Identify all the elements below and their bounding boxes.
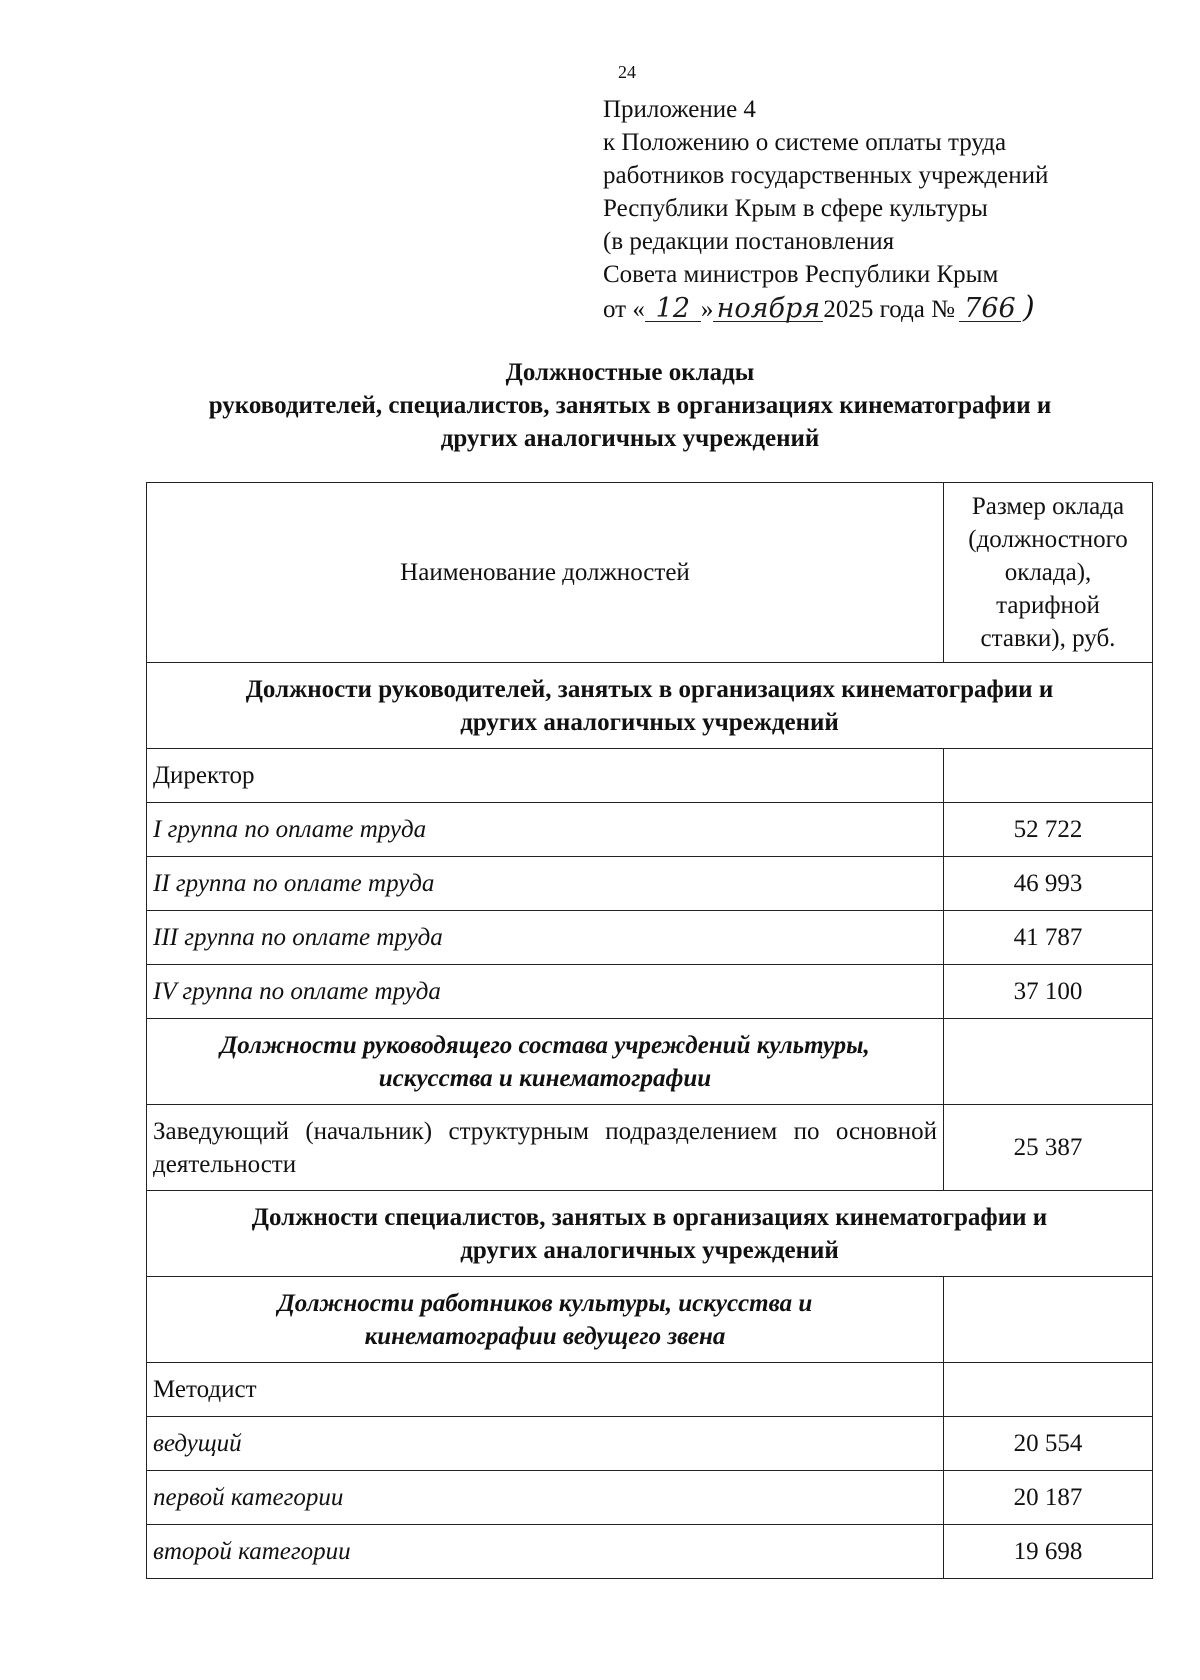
date-mid: » <box>700 296 714 323</box>
salary-value <box>944 1277 1153 1363</box>
title-line: Должностные оклады <box>505 359 755 386</box>
appendix-line: Республики Крым в сфере культуры <box>603 195 988 222</box>
salary-value: 52 722 <box>944 803 1153 857</box>
table-row <box>147 1105 1153 1191</box>
subsection-heading <box>147 1019 944 1105</box>
section-heading <box>147 663 1153 749</box>
position-name: IV группа по оплате труда <box>147 965 944 1019</box>
header-salary-line: (должностного <box>968 526 1128 553</box>
section-heading-line: других аналогичных учреждений <box>460 1236 839 1264</box>
salary-table <box>146 482 1153 1579</box>
table-row <box>147 1363 1153 1417</box>
section-heading-line: Должности руководителей, занятых в организациях кинематографии и <box>245 675 1054 703</box>
table-section-row <box>147 1191 1153 1277</box>
handwritten-doc-number: 766 <box>959 297 1021 322</box>
appendix-line: к Положению о системе оплаты труда <box>603 129 1007 156</box>
page-number: 24 <box>618 62 636 82</box>
header-salary-line: ставки), руб. <box>980 625 1116 652</box>
table-section-row <box>147 663 1153 749</box>
salary-value <box>944 749 1153 803</box>
salary-value: 19 698 <box>944 1525 1153 1579</box>
date-prefix: от « <box>603 296 645 323</box>
appendix-line: Совета министров Республики Крым <box>603 261 999 288</box>
table-row <box>147 911 1153 965</box>
subsection-heading-line: искусства и кинематографии <box>378 1064 712 1092</box>
title-line: других аналогичных учреждений <box>440 425 820 452</box>
table-header-row <box>147 483 1153 663</box>
table-row <box>147 1525 1153 1579</box>
position-name: Методист <box>147 1363 944 1417</box>
position-name: ведущий <box>147 1417 944 1471</box>
close-paren: ) <box>1022 290 1035 325</box>
header-salary-cell <box>944 483 1153 663</box>
table-row <box>147 1471 1153 1525</box>
position-name: первой категории <box>147 1471 944 1525</box>
document-title <box>145 356 1115 455</box>
table-row <box>147 749 1153 803</box>
table-row <box>147 1417 1153 1471</box>
position-name: III группа по оплате труда <box>147 911 944 965</box>
salary-value: 20 187 <box>944 1471 1153 1525</box>
title-line: руководителей, специалистов, занятых в организациях кинематографии и <box>208 392 1052 419</box>
appendix-line: Приложение 4 <box>603 96 756 123</box>
header-salary-line: оклада), <box>1004 559 1092 586</box>
table-row <box>147 803 1153 857</box>
appendix-block <box>603 93 1048 326</box>
position-name: I группа по оплате труда <box>147 803 944 857</box>
subsection-heading-line: Должности руководящего состава учреждений культуры, <box>220 1031 870 1059</box>
appendix-line: (в редакции постановления <box>603 228 895 255</box>
appendix-line: работников государственных учреждений <box>603 162 1049 189</box>
salary-value: 20 554 <box>944 1417 1153 1471</box>
subsection-heading <box>147 1277 944 1363</box>
section-heading <box>147 1191 1153 1277</box>
salary-value: 37 100 <box>944 965 1153 1019</box>
salary-value <box>944 1363 1153 1417</box>
salary-value <box>944 1019 1153 1105</box>
subsection-heading-line: Должности работников культуры, искусства и <box>277 1289 813 1317</box>
position-name: II группа по оплате труда <box>147 857 944 911</box>
header-salary-line: тарифной <box>996 592 1100 619</box>
position-name: Заведующий (начальник) структурным подразделением по основной деятельности <box>147 1105 944 1191</box>
salary-value: 46 993 <box>944 857 1153 911</box>
header-salary-line: Размер оклада <box>971 493 1125 520</box>
salary-value: 25 387 <box>944 1105 1153 1191</box>
appendix-date-line <box>603 291 1048 326</box>
table-row <box>147 857 1153 911</box>
subsection-heading-line: кинематографии ведущего звена <box>364 1322 726 1350</box>
section-heading-line: Должности специалистов, занятых в организациях кинематографии и <box>251 1203 1048 1231</box>
date-year: 2025 года № <box>823 296 955 323</box>
position-name: второй категории <box>147 1525 944 1579</box>
header-name-cell: Наименование должностей <box>147 483 944 663</box>
section-heading-line: других аналогичных учреждений <box>460 708 839 736</box>
handwritten-month: ноября <box>713 297 823 322</box>
table-row <box>147 965 1153 1019</box>
table-subsection-row <box>147 1019 1153 1105</box>
table-subsection-row <box>147 1277 1153 1363</box>
position-name: Директор <box>147 749 944 803</box>
salary-value: 41 787 <box>944 911 1153 965</box>
handwritten-day: 12 <box>645 297 701 322</box>
